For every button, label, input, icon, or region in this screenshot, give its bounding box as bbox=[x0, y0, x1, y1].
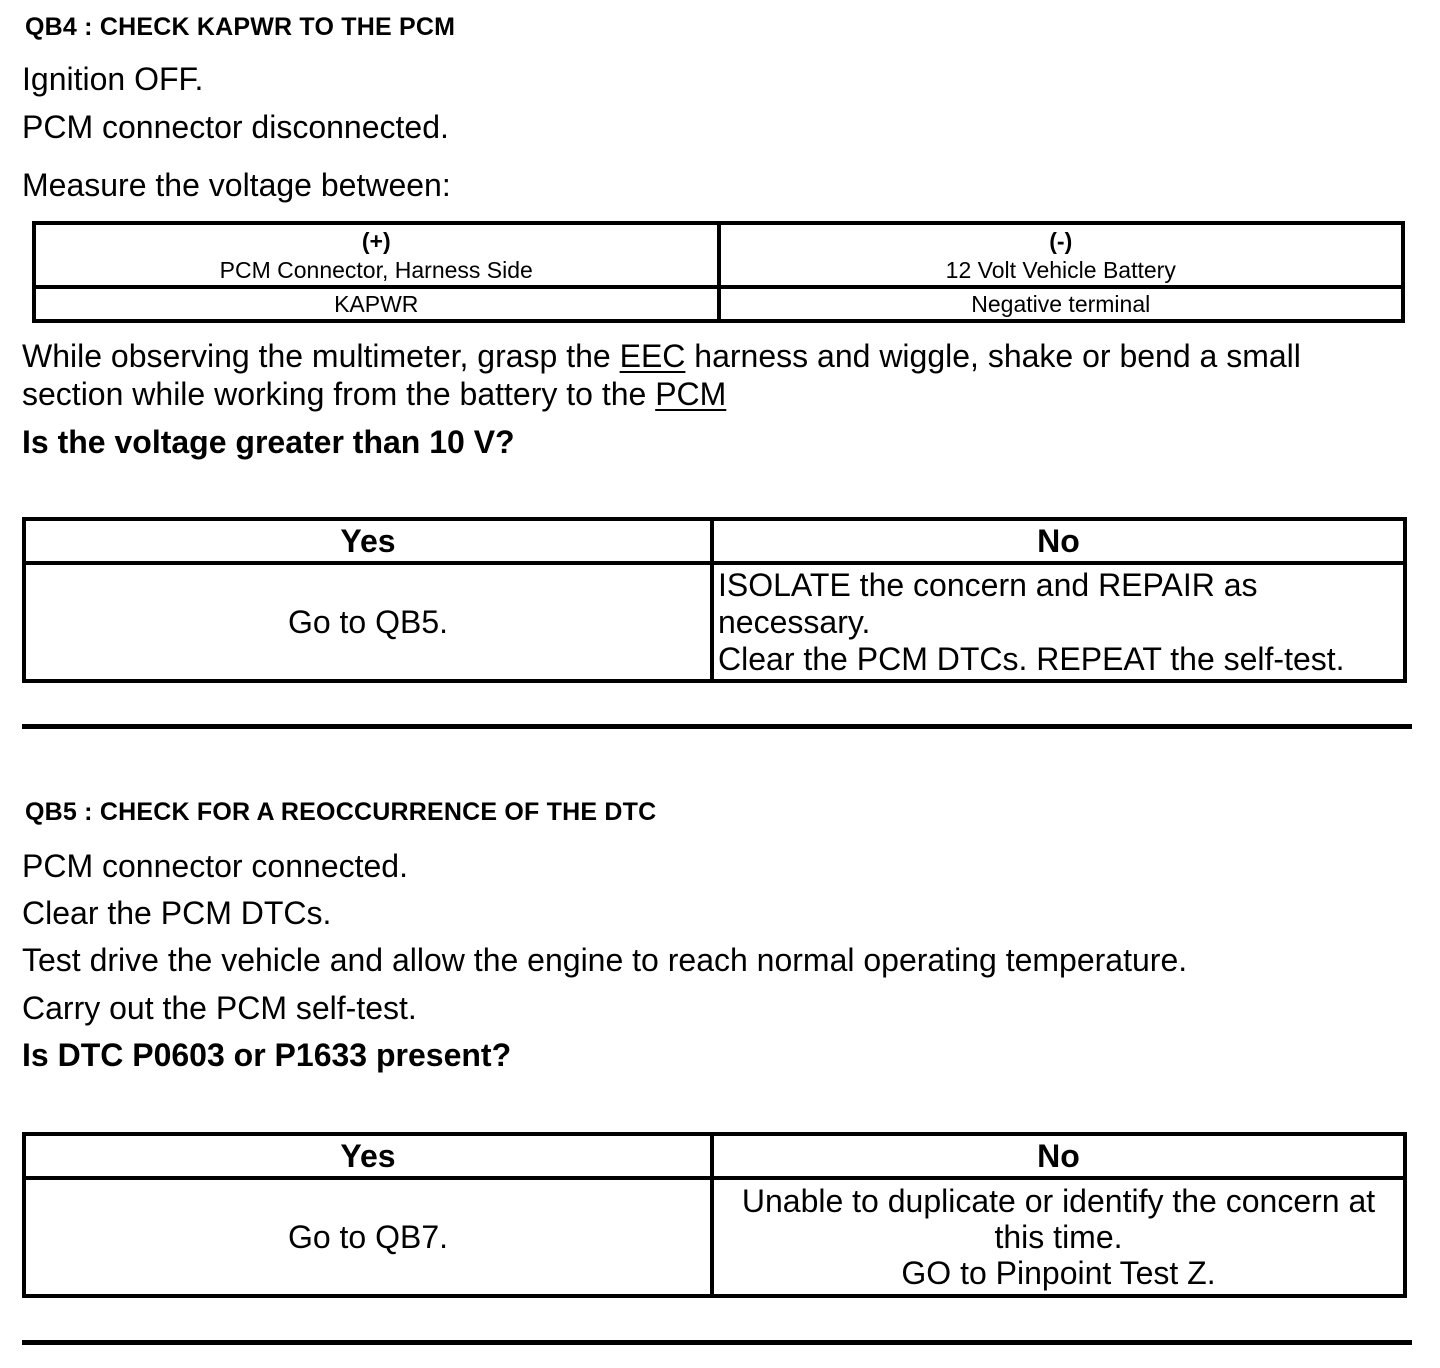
plus-value-cell: KAPWR bbox=[34, 287, 719, 321]
qb5-yes-header: Yes bbox=[24, 1134, 712, 1178]
plus-label: PCM Connector, Harness Side bbox=[219, 257, 533, 283]
qb5-step-1: PCM connector connected. bbox=[22, 848, 408, 884]
minus-symbol: (-) bbox=[1049, 228, 1073, 254]
qb5-no-header: No bbox=[712, 1134, 1405, 1178]
qb4-no-header: No bbox=[712, 519, 1405, 563]
minus-label: 12 Volt Vehicle Battery bbox=[945, 257, 1176, 283]
qb5-result-table bbox=[22, 1132, 1407, 1298]
minus-header-cell bbox=[719, 223, 1404, 287]
qb5-no-action bbox=[712, 1178, 1405, 1296]
instruction-text-3: section while working from the battery to the bbox=[22, 376, 656, 412]
qb4-no-line-3: Clear the PCM DTCs. REPEAT the self-test. bbox=[718, 640, 1345, 677]
qb4-no-action bbox=[712, 563, 1405, 681]
eec-link[interactable]: EEC bbox=[619, 338, 686, 374]
qb5-step-3: Test drive the vehicle and allow the engine to reach normal operating temperature. bbox=[22, 942, 1188, 978]
qb4-yes-action: Go to QB5. bbox=[24, 563, 712, 681]
qb4-result-table bbox=[22, 517, 1407, 683]
qb4-no-line-2: necessary. bbox=[718, 603, 871, 640]
qb4-step-3: Measure the voltage between: bbox=[22, 167, 451, 203]
qb4-instruction-line-1 bbox=[22, 338, 1301, 375]
section-divider-1 bbox=[22, 724, 1412, 729]
plus-header-cell bbox=[34, 223, 719, 287]
qb4-yes-header: Yes bbox=[24, 519, 712, 563]
qb4-step-2: PCM connector disconnected. bbox=[22, 109, 449, 145]
section-divider-2 bbox=[22, 1340, 1412, 1345]
qb4-question: Is the voltage greater than 10 V? bbox=[22, 424, 515, 460]
pcm-link[interactable]: PCM bbox=[655, 376, 727, 412]
qb5-no-line-2: this time. bbox=[994, 1219, 1123, 1255]
instruction-text-1: While observing the multimeter, grasp the bbox=[22, 338, 620, 374]
qb4-no-line-1: ISOLATE the concern and REPAIR as bbox=[718, 566, 1258, 603]
measure-table bbox=[32, 221, 1405, 323]
minus-value-cell: Negative terminal bbox=[719, 287, 1404, 321]
qb5-step-4: Carry out the PCM self-test. bbox=[22, 990, 417, 1026]
qb5-heading: QB5 : CHECK FOR A REOCCURRENCE OF THE DTC bbox=[25, 798, 657, 826]
qb5-question: Is DTC P0603 or P1633 present? bbox=[22, 1037, 512, 1073]
qb5-no-line-1: Unable to duplicate or identify the concern at bbox=[741, 1183, 1376, 1219]
qb5-yes-action: Go to QB7. bbox=[24, 1178, 712, 1296]
instruction-text-2: harness and wiggle, shake or bend a small bbox=[685, 338, 1301, 374]
qb4-heading: QB4 : CHECK KAPWR TO THE PCM bbox=[25, 13, 456, 41]
plus-symbol: (+) bbox=[361, 228, 391, 254]
qb4-step-1: Ignition OFF. bbox=[22, 61, 204, 97]
qb5-step-2: Clear the PCM DTCs. bbox=[22, 895, 332, 931]
qb5-no-line-3: GO to Pinpoint Test Z. bbox=[901, 1255, 1216, 1291]
qb4-instruction-line-2 bbox=[22, 376, 726, 413]
